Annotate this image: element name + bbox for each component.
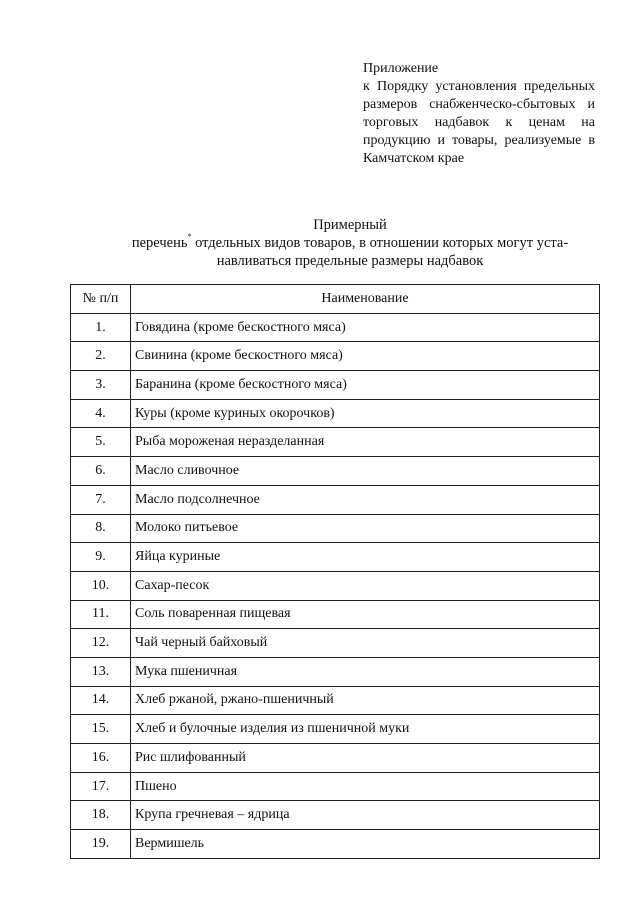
row-number: 2.: [71, 342, 131, 371]
footnote-mark: *: [187, 232, 192, 241]
document-heading: [90, 216, 610, 270]
row-number: 9.: [71, 543, 131, 572]
row-number: 5.: [71, 428, 131, 457]
table-row: [71, 485, 600, 514]
row-item-name: Крупа гречневая – ядрица: [131, 801, 600, 830]
appendix-title: Приложение: [363, 61, 439, 76]
table-row: [71, 801, 600, 830]
heading-line-1: Примерный: [313, 217, 387, 233]
table-row: [71, 371, 600, 400]
row-number: 6.: [71, 457, 131, 486]
row-item-name: Молоко питьевое: [131, 514, 600, 543]
row-number: 7.: [71, 485, 131, 514]
heading-line-2-rest: отдельных видов товаров, в отношении которых могут уста-: [191, 235, 569, 251]
table-row: [71, 399, 600, 428]
row-item-name: Масло сливочное: [131, 457, 600, 486]
row-number: 1.: [71, 313, 131, 342]
row-item-name: Хлеб и булочные изделия из пшеничной муки: [131, 715, 600, 744]
heading-line-2: [90, 234, 610, 252]
row-number: 12.: [71, 629, 131, 658]
heading-line-3: навливаться предельные размеры надбавок: [216, 253, 484, 269]
row-number: 10.: [71, 571, 131, 600]
table-row: [71, 428, 600, 457]
row-item-name: Вермишель: [131, 830, 600, 859]
row-number: 19.: [71, 830, 131, 859]
table-row: [71, 715, 600, 744]
table-row: [71, 571, 600, 600]
row-item-name: Пшено: [131, 772, 600, 801]
table-row: [71, 600, 600, 629]
row-number: 13.: [71, 657, 131, 686]
table-row: [71, 543, 600, 572]
row-item-name: Баранина (кроме бескостного мяса): [131, 371, 600, 400]
row-item-name: Хлеб ржаной, ржано-пшеничный: [131, 686, 600, 715]
table-row: [71, 830, 600, 859]
goods-table: [70, 284, 600, 859]
row-item-name: Масло подсолнечное: [131, 485, 600, 514]
table-row: [71, 686, 600, 715]
appendix-note: [363, 60, 595, 168]
row-number: 15.: [71, 715, 131, 744]
table-row: [71, 514, 600, 543]
row-item-name: Куры (кроме куриных окорочков): [131, 399, 600, 428]
row-number: 17.: [71, 772, 131, 801]
row-number: 14.: [71, 686, 131, 715]
table-row: [71, 457, 600, 486]
row-item-name: Говядина (кроме бескостного мяса): [131, 313, 600, 342]
row-number: 16.: [71, 744, 131, 773]
table-row: [71, 744, 600, 773]
table-row: [71, 313, 600, 342]
table-header-row: [71, 285, 600, 314]
row-number: 11.: [71, 600, 131, 629]
row-number: 8.: [71, 514, 131, 543]
appendix-body: к Порядку установления предельных размеров снабженческо-сбытовых и торговых надбавок к ценам на продукцию и товары, реализуемые в Камчатском крае: [363, 79, 595, 166]
table-body: [71, 313, 600, 858]
row-item-name: Яйца куриные: [131, 543, 600, 572]
row-item-name: Рыба мороженая неразделанная: [131, 428, 600, 457]
row-item-name: Мука пшеничная: [131, 657, 600, 686]
row-number: 3.: [71, 371, 131, 400]
row-number: 18.: [71, 801, 131, 830]
column-header-name: Наименование: [131, 285, 600, 314]
table-row: [71, 772, 600, 801]
heading-word-list: перечень: [131, 235, 188, 251]
table-row: [71, 629, 600, 658]
table-row: [71, 657, 600, 686]
row-item-name: Сахар-песок: [131, 571, 600, 600]
row-item-name: Свинина (кроме бескостного мяса): [131, 342, 600, 371]
row-item-name: Рис шлифованный: [131, 744, 600, 773]
row-item-name: Соль поваренная пищевая: [131, 600, 600, 629]
row-number: 4.: [71, 399, 131, 428]
table-row: [71, 342, 600, 371]
row-item-name: Чай черный байховый: [131, 629, 600, 658]
column-header-number: № п/п: [71, 285, 131, 314]
